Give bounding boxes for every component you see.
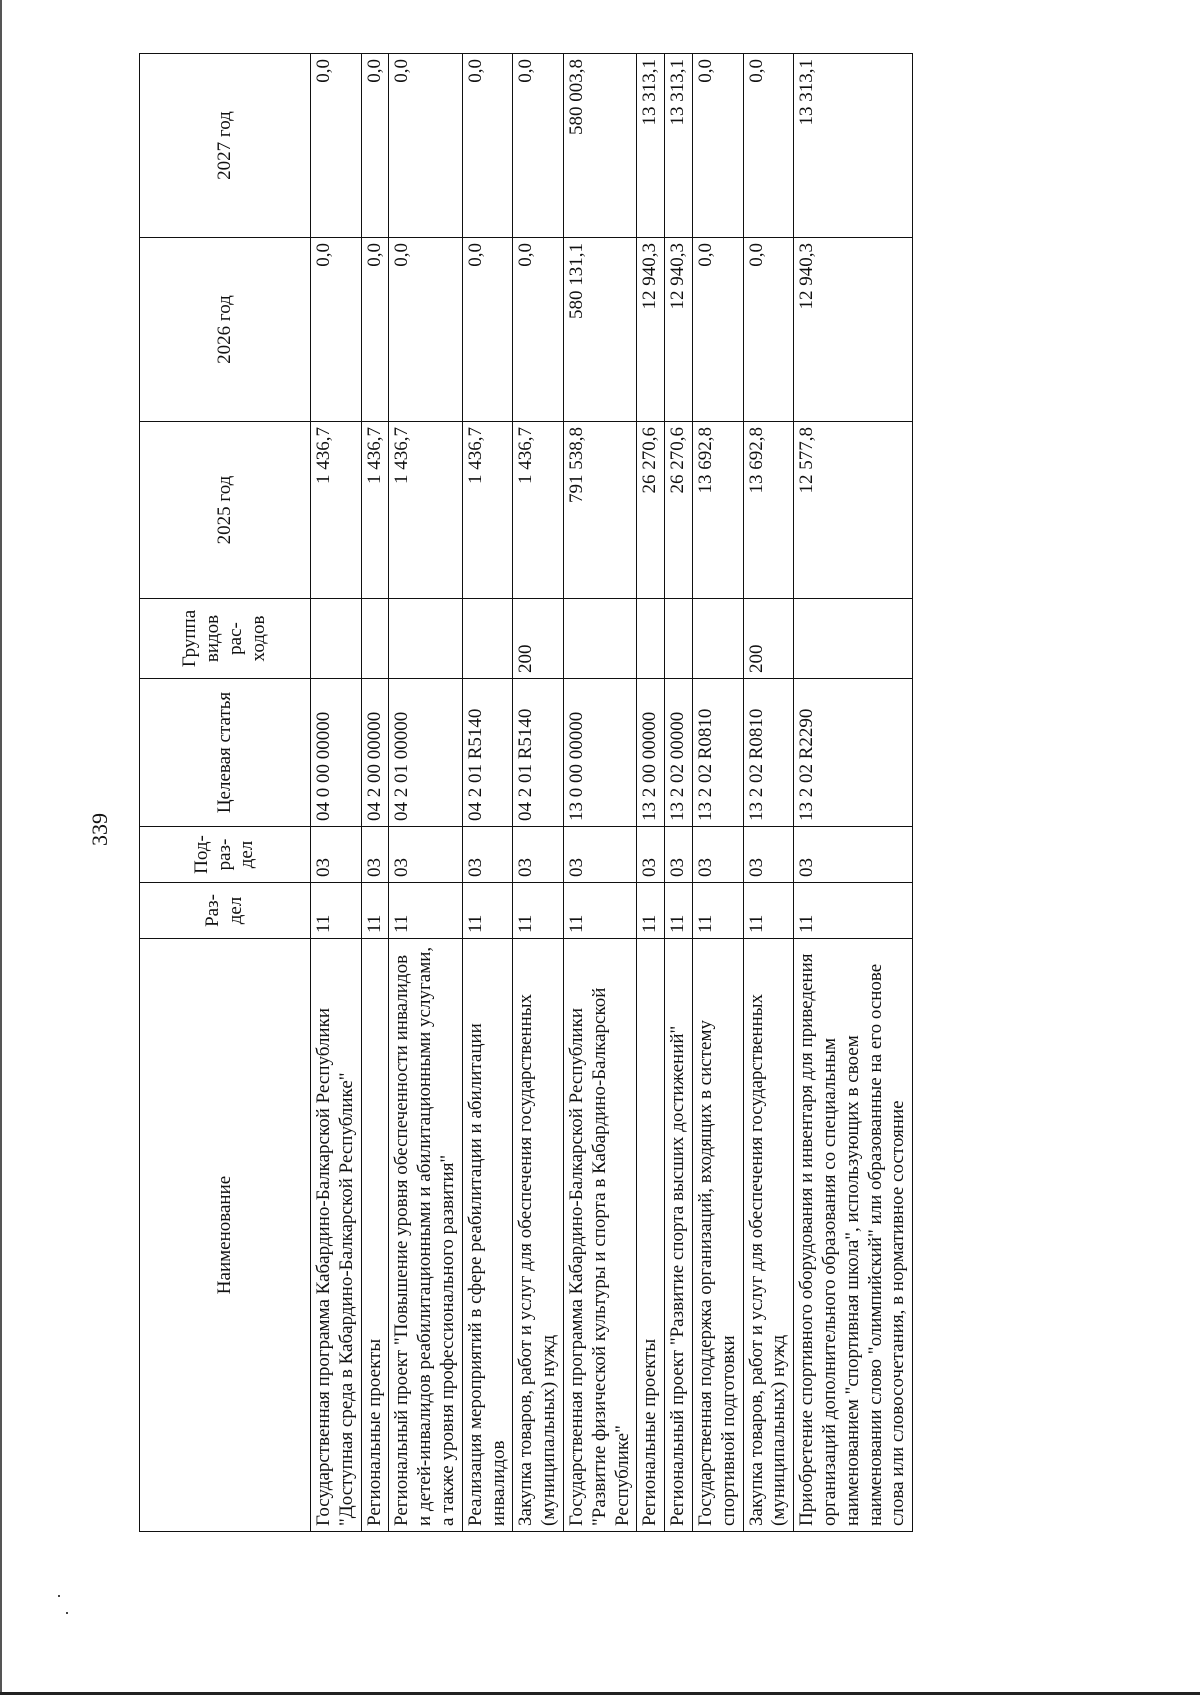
cell-subsection: 03 [563, 827, 636, 883]
cell-target: 04 2 01 00000 [389, 679, 462, 827]
cell-group [665, 599, 693, 679]
cell-group [389, 599, 462, 679]
header-year-2025: 2025 год [140, 422, 311, 599]
budget-table [139, 53, 913, 1532]
cell-2025: 13 692,8 [692, 422, 743, 599]
cell-name: Государственная поддержка организаций, входящих в систему спортивной подготовки [692, 939, 743, 1532]
cell-name: Закупка товаров, работ и услуг для обеспечения государственных (муниципальных) нужд [743, 939, 794, 1532]
cell-2027: 13 313,1 [794, 54, 913, 238]
cell-2025: 1 436,7 [311, 422, 362, 599]
scan-speck [66, 1612, 68, 1614]
cell-2025: 26 270,6 [637, 422, 665, 599]
cell-2027: 0,0 [513, 54, 564, 238]
cell-group: 200 [743, 599, 794, 679]
cell-2026: 0,0 [743, 238, 794, 422]
cell-group [637, 599, 665, 679]
table-row [311, 54, 362, 1532]
cell-section: 11 [743, 883, 794, 939]
header-target-article: Целевая статья [140, 679, 311, 827]
cell-2027: 0,0 [462, 54, 513, 238]
cell-section: 11 [794, 883, 913, 939]
cell-2026: 0,0 [389, 238, 462, 422]
cell-subsection: 03 [794, 827, 913, 883]
cell-2025: 12 577,8 [794, 422, 913, 599]
header-year-2026: 2026 год [140, 238, 311, 422]
cell-group [794, 599, 913, 679]
cell-subsection: 03 [462, 827, 513, 883]
cell-section: 11 [389, 883, 462, 939]
rotated-table-container [139, 54, 1194, 1532]
cell-subsection: 03 [311, 827, 362, 883]
cell-name: Государственная программа Кабардино-Балкарской Республики "Развитие физической культуры и спорта в Кабардино-Балкарской Республике" [563, 939, 636, 1532]
cell-target: 04 2 00 00000 [361, 679, 389, 827]
cell-2026: 12 940,3 [637, 238, 665, 422]
cell-2026: 0,0 [361, 238, 389, 422]
cell-2026: 0,0 [513, 238, 564, 422]
cell-subsection: 03 [692, 827, 743, 883]
cell-name: Приобретение спортивного оборудования и инвентаря для приведения организаций дополнительного образования со специальным наименованием "спортивная школа", использующих в своем наименовании слово "олимпийский" или образованные на его основе слова или словосочетания, в нормативное состояние [794, 939, 913, 1532]
cell-target: 13 0 00 00000 [563, 679, 636, 827]
cell-subsection: 03 [665, 827, 693, 883]
table-row [361, 54, 389, 1532]
cell-2025: 26 270,6 [665, 422, 693, 599]
cell-name: Региональный проект "Повышение уровня обеспеченности инвалидов и детей-инвалидов реабилитационными и абилитационными услугами, а также уровня профессионального развития" [389, 939, 462, 1532]
cell-subsection: 03 [637, 827, 665, 883]
cell-2027: 13 313,1 [665, 54, 693, 238]
cell-2025: 13 692,8 [743, 422, 794, 599]
cell-2026: 0,0 [311, 238, 362, 422]
table-row [389, 54, 462, 1532]
cell-2027: 580 003,8 [563, 54, 636, 238]
header-year-2027: 2027 год [140, 54, 311, 238]
cell-section: 11 [361, 883, 389, 939]
cell-2025: 1 436,7 [462, 422, 513, 599]
table-row [743, 54, 794, 1532]
cell-target: 04 2 01 R5140 [462, 679, 513, 827]
cell-section: 11 [637, 883, 665, 939]
cell-2027: 0,0 [311, 54, 362, 238]
table-row [462, 54, 513, 1532]
cell-target: 13 2 02 00000 [665, 679, 693, 827]
cell-group [563, 599, 636, 679]
cell-name: Закупка товаров, работ и услуг для обеспечения государственных (муниципальных) нужд [513, 939, 564, 1532]
cell-target: 13 2 02 R0810 [692, 679, 743, 827]
cell-2026: 0,0 [692, 238, 743, 422]
header-name: Наименование [140, 939, 311, 1532]
cell-target: 04 0 00 00000 [311, 679, 362, 827]
header-expense-group: Группа видов рас-ходов [140, 599, 311, 679]
cell-subsection: 03 [513, 827, 564, 883]
cell-2025: 791 538,8 [563, 422, 636, 599]
cell-group [361, 599, 389, 679]
scan-speck [58, 1595, 60, 1597]
cell-name: Региональные проекты [637, 939, 665, 1532]
cell-section: 11 [665, 883, 693, 939]
cell-2025: 1 436,7 [389, 422, 462, 599]
table-row [794, 54, 913, 1532]
cell-section: 11 [311, 883, 362, 939]
cell-section: 11 [563, 883, 636, 939]
cell-name: Государственная программа Кабардино-Балкарской Республики "Доступная среда в Кабардино-Балкарской Республике" [311, 939, 362, 1532]
cell-2025: 1 436,7 [361, 422, 389, 599]
cell-2026: 0,0 [462, 238, 513, 422]
cell-name: Региональные проекты [361, 939, 389, 1532]
header-section: Раз-дел [140, 883, 311, 939]
cell-group: 200 [513, 599, 564, 679]
table-row [665, 54, 693, 1532]
cell-name: Реализация мероприятий в сфере реабилитации и абилитации инвалидов [462, 939, 513, 1532]
cell-2027: 0,0 [361, 54, 389, 238]
cell-group [311, 599, 362, 679]
cell-target: 13 2 00 00000 [637, 679, 665, 827]
cell-2026: 12 940,3 [794, 238, 913, 422]
table-row [513, 54, 564, 1532]
cell-target: 04 2 01 R5140 [513, 679, 564, 827]
scan-edge-left [0, 0, 2, 1695]
cell-group [692, 599, 743, 679]
cell-section: 11 [462, 883, 513, 939]
cell-target: 13 2 02 R2290 [794, 679, 913, 827]
cell-2025: 1 436,7 [513, 422, 564, 599]
cell-section: 11 [513, 883, 564, 939]
cell-subsection: 03 [389, 827, 462, 883]
header-subsection: Под-раз-дел [140, 827, 311, 883]
cell-2027: 0,0 [743, 54, 794, 238]
table-header-row [140, 54, 311, 1532]
cell-target: 13 2 02 R0810 [743, 679, 794, 827]
cell-2027: 0,0 [389, 54, 462, 238]
table-row [637, 54, 665, 1532]
cell-section: 11 [692, 883, 743, 939]
cell-subsection: 03 [361, 827, 389, 883]
page-number: 339 [87, 813, 112, 846]
cell-group [462, 599, 513, 679]
table-row [692, 54, 743, 1532]
cell-2027: 13 313,1 [637, 54, 665, 238]
cell-name: Региональный проект "Развитие спорта высших достижений" [665, 939, 693, 1532]
cell-subsection: 03 [743, 827, 794, 883]
cell-2027: 0,0 [692, 54, 743, 238]
cell-2026: 580 131,1 [563, 238, 636, 422]
table-row [563, 54, 636, 1532]
cell-2026: 12 940,3 [665, 238, 693, 422]
